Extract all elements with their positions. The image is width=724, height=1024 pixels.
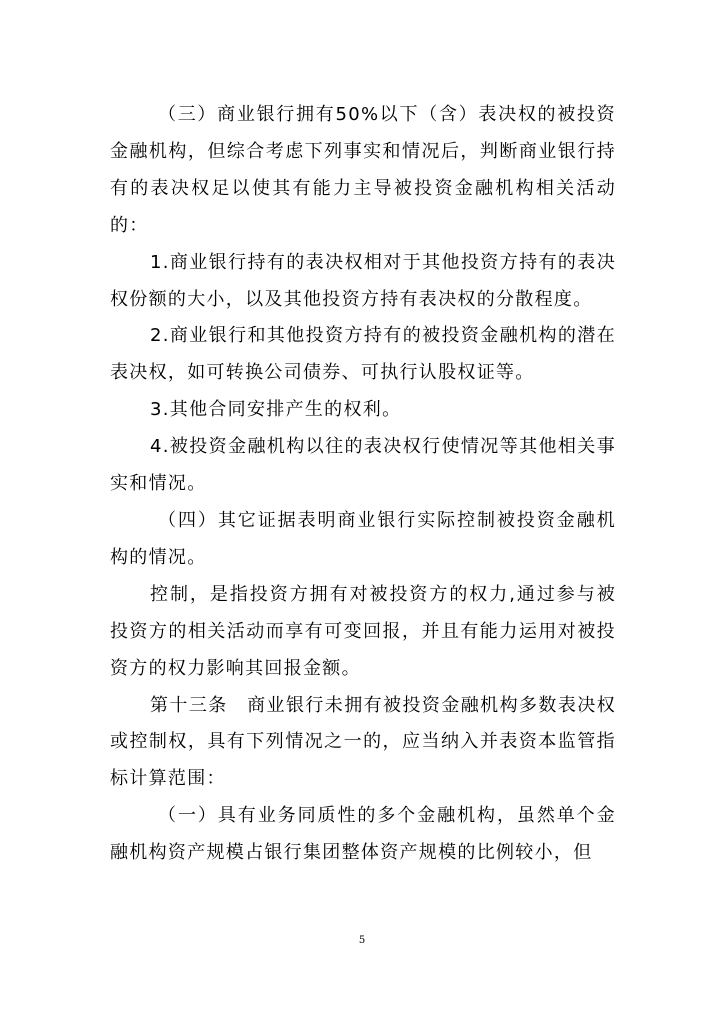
paragraph-article-13-item-1: （一）具有业务同质性的多个金融机构，虽然单个金融机构资产规模占银行集团整体资产规模的比例较小，但 xyxy=(110,805,616,864)
paragraph-item-3-3: 3.其他合同安排产生的权利。 xyxy=(150,399,402,421)
page-number: 5 xyxy=(358,935,366,946)
paragraph-article-13: 第十三条 商业银行未拥有被投资金融机构多数表决权或控制权，具有下列情况之一的，应当纳入并表资本监管指标计算范围： xyxy=(110,694,616,790)
paragraph-item-3: （三）商业银行拥有50%以下（含）表决权的被投资金融机构，但综合考虑下列事实和情况后，判断商业银行持有的表决权足以使其有能力主导被投资金融机构相关活动的： xyxy=(110,104,616,236)
paragraph-item-3-1: 1.商业银行持有的表决权相对于其他投资方持有的表决权份额的大小，以及其他投资方持有表决权的分散程度。 xyxy=(110,251,616,310)
paragraph-control-definition: 控制，是指投资方拥有对被投资方的权力,通过参与被投资方的相关活动而享有可变回报，并且有能力运用对被投资方的权力影响其回报金额。 xyxy=(110,583,616,679)
paragraph-item-3-2: 2.商业银行和其他投资方持有的被投资金融机构的潜在表决权，如可转换公司债券、可执行认股权证等。 xyxy=(110,325,616,384)
paragraph-item-4: （四）其它证据表明商业银行实际控制被投资金融机构的情况。 xyxy=(110,509,616,568)
document-body xyxy=(110,97,616,872)
paragraph-item-3-4: 4.被投资金融机构以往的表决权行使情况等其他相关事实和情况。 xyxy=(110,436,616,495)
